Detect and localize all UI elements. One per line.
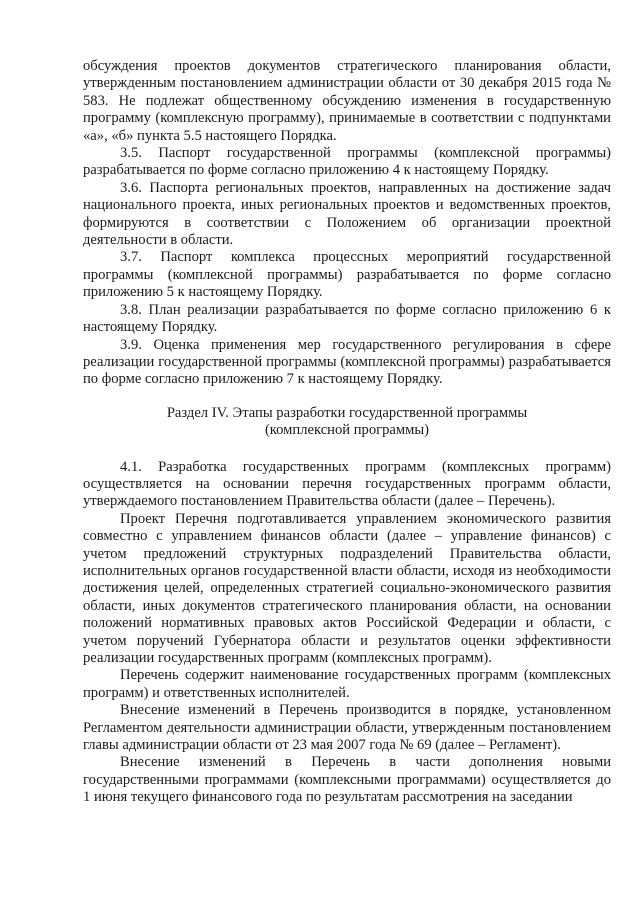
section-heading <box>83 405 611 440</box>
paragraph-continuation: обсуждения проектов документов стратегического планирования области, утвержденным постановлением администрации области от 30 декабря 2015 года № 583. Не подлежат общественному обсуждению изменения в государственную программу (комплексную программу), принимаемые в соответствии с подпунктами «а», «б» пункта 5.5 настоящего Порядка. <box>83 58 611 144</box>
paragraph-list-draft: Проект Перечня подготавливается управлением экономического развития совместно с управлением финансов области (далее – управление финансов) с учетом предложений структурных подразделений Правительства области, исполнительных органов государственной власти области, исходя из необходимости достижения целей, определенных стратегией социально-экономического развития области, иных документов стратегического планирования области, на основании положений нормативных правовых актов Российской Федерации и области, с учетом поручений Губернатора области и результатов оценки эффективности реализации государственных программ (комплексных программ). <box>83 510 611 666</box>
paragraph-3-8: 3.8. План реализации разрабатывается по форме согласно приложению 6 к настоящему Порядку. <box>83 301 611 336</box>
paragraph-list-changes: Внесение изменений в Перечень производится в порядке, установленном Регламентом деятельности администрации области, утвержденным постановлением главы администрации области от 23 мая 2007 года № 69 (далее – Регламент). <box>83 702 611 754</box>
paragraph-3-7: 3.7. Паспорт комплекса процессных мероприятий государственной программы (комплексной программы) разрабатывается по форме согласно приложению 5 к настоящему Порядку. <box>83 249 611 301</box>
paragraph-3-6: 3.6. Паспорта региональных проектов, направленных на достижение задач национального проекта, иных региональных проектов и ведомственных проектов, формируются в соответствии с Положением об организации проектной деятельности в области. <box>83 179 611 249</box>
document-page <box>83 58 611 807</box>
paragraph-3-5: 3.5. Паспорт государственной программы (комплексной программы) разрабатывается по форме согласно приложению 4 к настоящему Порядку. <box>83 145 611 179</box>
section-heading-line-1: Раздел IV. Этапы разработки государственной программы <box>166 404 528 421</box>
paragraph-3-9: 3.9. Оценка применения мер государственного регулирования в сфере реализации государственной программы (комплексной программы) разрабатывается по форме согласно приложению 7 к настоящему Порядку. <box>83 336 611 388</box>
section-heading-line-2: (комплексной программы) <box>264 422 430 439</box>
paragraph-4-1: 4.1. Разработка государственных программ (комплексных программ) осуществляется на основании перечня государственных программ области, утверждаемого постановлением Правительства области (далее – Перечень). <box>83 458 611 510</box>
paragraph-list-contents: Перечень содержит наименование государственных программ (комплексных программ) и ответственных исполнителей. <box>83 667 611 701</box>
paragraph-list-additions: Внесение изменений в Перечень в части дополнения новыми государственными программами (комплексными программами) осуществляется до 1 июня текущего финансового года по результатам рассмотрения на заседании <box>83 754 611 806</box>
